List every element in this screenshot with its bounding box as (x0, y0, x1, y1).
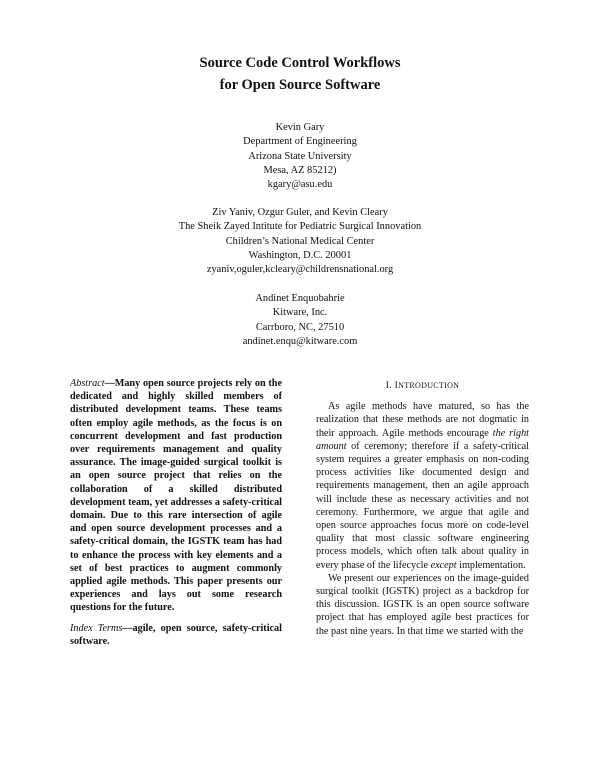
author-email: andinet.enqu@kitware.com (242, 335, 358, 347)
author-address: Carrboro, NC, 27510 (255, 321, 345, 333)
author-department: Department of Engineering (243, 136, 357, 148)
intro-p1-emphasis-1: the right amount (316, 427, 529, 452)
author-address: Mesa, AZ 85212) (263, 164, 337, 176)
author-block-gary (0, 121, 600, 192)
index-terms-text: agile, open source, safety-critical software. (70, 622, 282, 647)
author-block-yaniv (0, 206, 600, 277)
right-column (316, 379, 529, 638)
abstract-label: Abstract (70, 378, 105, 389)
intro-p1-text-c: implementation. (456, 559, 526, 571)
author-name: Andinet Enquobahrie (255, 293, 345, 304)
section-title: NTRODUCTION (398, 381, 460, 390)
abstract (70, 377, 282, 615)
author-block-enquobahrie (0, 292, 600, 349)
abstract-text: Many open source projects rely on the dedicated and highly skilled members of distributed development teams. These teams often employ agile methods, as the focus is on concurrent development and fast production over requirements management and quality assurance. The image-guided surgical toolkit is an open source project that relies on the collaboration of a skilled distributed development team, yet addresses a safety-critical domain. Due to this rare intersection of agile and open source development processes and a safety-critical domain, the IGSTK team has had to enhance the process with key elements and a set of best practices to augment commonly applied agile methods. This paper presents our experiences and lays out some research questions for the future. (70, 378, 282, 614)
author-institution: Children’s National Medical Center (225, 235, 375, 247)
section-numeral: I. I (385, 380, 399, 391)
author-name: Kevin Gary (275, 122, 325, 133)
intro-paragraph-2: We present our experiences on the image-guided surgical toolkit (IGSTK) project as a backdrop for this discussion. IGSTK is an open source software project that has employed agile best practices for the past nine years. In that time we started with the (316, 572, 529, 637)
author-institution: Arizona State University (248, 150, 352, 162)
index-terms-label: Index Terms (70, 622, 123, 634)
title-line-1: Source Code Control Workflows (199, 55, 401, 71)
author-names: Ziv Yaniv, Ozgur Guler, and Kevin Cleary (212, 207, 388, 218)
author-email: kgary@asu.edu (267, 179, 333, 191)
intro-paragraph-1 (316, 400, 529, 572)
author-email: zyaniv,oguler,kcleary@childrensnational.org (206, 264, 394, 276)
intro-p1-text-a: As agile methods have matured, so has the realization that these methods are not dogmatic in their approach. Agile methods encourage (316, 401, 529, 439)
author-address: Washington, D.C. 20001 (248, 249, 352, 261)
abstract-separator: — (104, 378, 115, 389)
author-department: The Sheik Zayed Intitute for Pediatric Surgical Innovation (178, 221, 422, 233)
left-column (70, 377, 282, 648)
intro-p1-emphasis-2: except (430, 559, 457, 571)
section-heading (316, 379, 529, 392)
paper-title (0, 52, 600, 96)
author-institution: Kitware, Inc. (272, 307, 328, 319)
index-terms (70, 622, 282, 648)
title-line-2: for Open Source Software (219, 77, 381, 93)
intro-p1-text-b: of ceremony; therefore if a safety-critical system requires a greater emphasis on non-coding process activities like documented design and requirements management, then an agile approach will include these as necessary activities and not ceremony. Furthermore, we argue that agile and open source approaches focus more on code-level quality that most classic software engineering process models, which often talk about quality in every phase of the lifecycle (316, 440, 529, 571)
index-terms-separator: — (122, 622, 133, 634)
